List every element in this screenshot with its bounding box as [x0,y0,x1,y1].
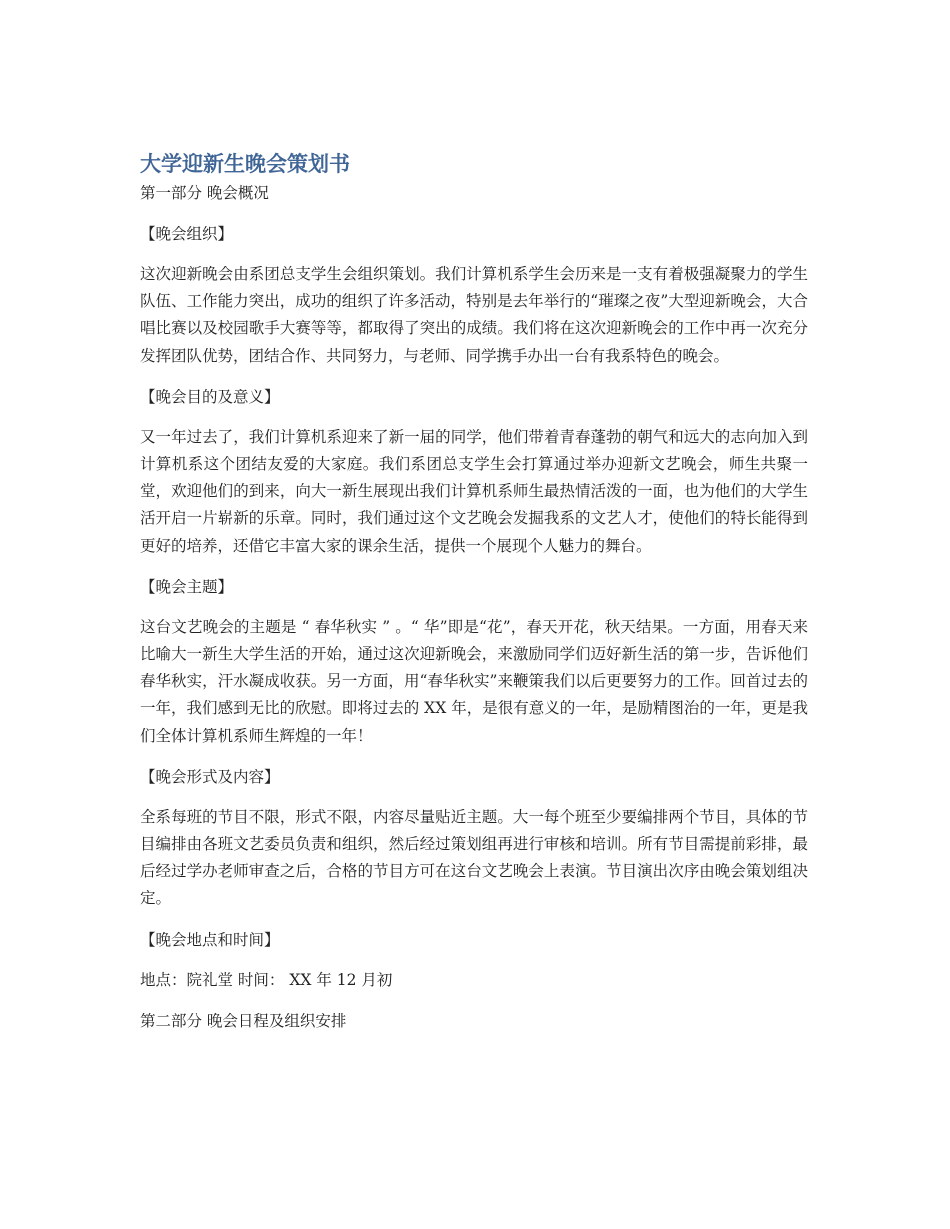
section-body-venue-time: 地点：院礼堂 时间： XX 年 12 月初 [140,970,393,989]
section-heading-purpose: 【晚会目的及意义】 [140,387,280,406]
document-page [140,148,808,1049]
section-body-purpose: 又一年过去了，我们计算机系迎来了新一届的同学，他们带着青春蓬勃的朝气和远大的志向加入到计算机系这个团结友爱的大家庭。我们系团总支学生会打算通过举办迎新文艺晚会，师生共聚一堂，欢迎他们的到来，向大一新生展现出我们计算机系师生最热情活泼的一面，也为他们的大学生活开启一片崭新的乐章。同时，我们通过这个文艺晚会发掘我系的文艺人才，使他们的特长能得到更好的培养，还借它丰富大家的课余生活，提供一个展现个人魅力的舞台。 [140,427,808,555]
section-body-format: 全系每班的节目不限，形式不限，内容尽量贴近主题。大一每个班至少要编排两个节目，具体的节目编排由各班文艺委员负责和组织，然后经过策划组再进行审核和培训。所有节目需提前彩排，最后经过学办老师审查之后，合格的节目方可在这台文艺晚会上表演。节目演出次序由晚会策划组决定。 [140,807,808,908]
document-title: 大学迎新生晚会策划书 [140,152,350,176]
section-body-theme: 这台文艺晚会的主题是 “ 春华秋实 ” 。“ 华”即是“花”，春天开花，秋天结果。一方面，用春天来比喻大一新生大学生活的开始，通过这次迎新晚会，来激励同学们迈好新生活的第一步，告诉他们春华秋实，汗水凝成收获。另一方面，用“春华秋实”来鞭策我们以后更要努力的工作。回首过去的一年，我们感到无比的欣慰。即将过去的 XX 年，是很有意义的一年，是励精图治的一年，更是我们全体计算机系师生辉煌的一年！ [140,617,808,745]
section-heading-theme: 【晚会主题】 [140,577,234,596]
section-heading-venue-time: 【晚会地点和时间】 [140,930,280,949]
section-body-organization: 这次迎新晚会由系团总支学生会组织策划。我们计算机系学生会历来是一支有着极强凝聚力的学生队伍、工作能力突出，成功的组织了许多活动，特别是去年举行的“璀璨之夜”大型迎新晚会，大合唱比赛以及校园歌手大赛等等，都取得了突出的成绩。我们将在这次迎新晚会的工作中再一次充分发挥团队优势，团结合作、共同努力，与老师、同学携手办出一台有我系特色的晚会。 [140,265,808,365]
part-two-heading: 第二部分 晚会日程及组织安排 [140,1011,347,1030]
section-heading-format: 【晚会形式及内容】 [140,767,280,786]
part-one-heading: 第一部分 晚会概况 [140,184,269,202]
section-heading-organization: 【晚会组织】 [140,225,234,243]
